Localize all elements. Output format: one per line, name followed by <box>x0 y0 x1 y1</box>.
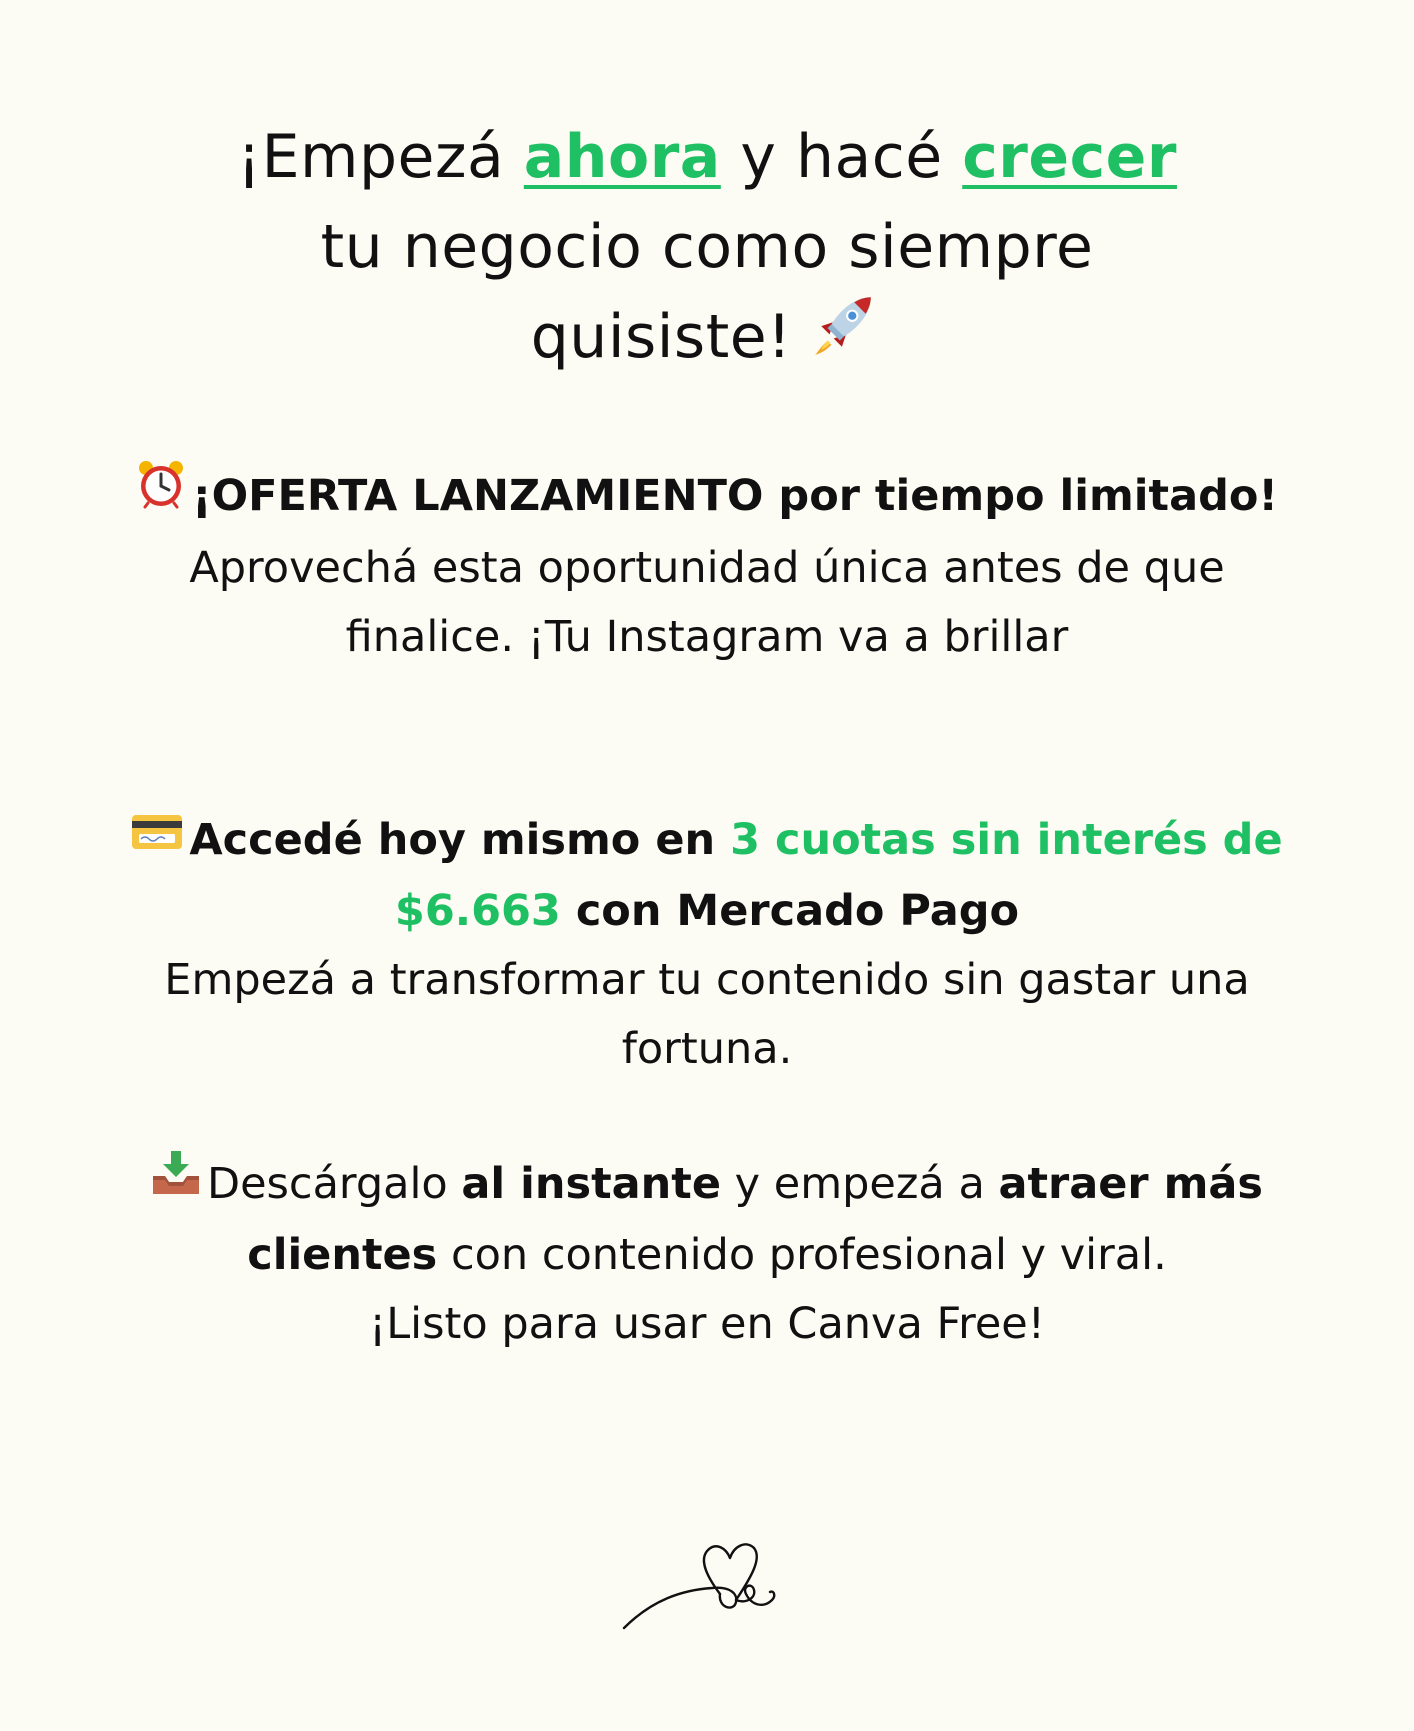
rocket-icon <box>811 291 877 382</box>
payment-section <box>120 806 1294 1084</box>
inbox-tray-icon <box>151 1148 201 1217</box>
offer-title-line <box>120 462 1294 534</box>
heart-doodle-icon <box>612 1520 802 1640</box>
headline-line-3: quisiste! <box>530 302 812 372</box>
download-canva-line: ¡Listo para usar en Canva Free! <box>368 1299 1046 1349</box>
download-text-3: con contenido profesional y viral. <box>437 1230 1167 1280</box>
payment-text: Empezá a transformar tu contenido sin gastar una fortuna. <box>164 955 1250 1074</box>
payment-installments: 3 cuotas sin interés de $6.663 <box>394 815 1283 936</box>
offer-title: ¡OFERTA LANZAMIENTO por tiempo limitado! <box>191 471 1279 521</box>
payment-tail: con Mercado Pago <box>560 886 1020 936</box>
credit-card-icon <box>131 804 183 873</box>
download-line <box>120 1150 1294 1290</box>
headline-accent-ahora: ahora <box>523 122 721 192</box>
launch-offer-section <box>120 462 1294 672</box>
headline-accent-crecer: crecer <box>962 122 1177 192</box>
download-section <box>120 1150 1294 1359</box>
alarm-clock-icon <box>136 459 186 530</box>
payment-lead: Accedé hoy mismo en <box>189 815 731 865</box>
payment-title-line <box>120 806 1294 946</box>
headline-part-2: y hacé <box>720 122 963 192</box>
offer-text: Aprovechá esta oportunidad única antes de que finalice. ¡Tu Instagram va a brillar <box>189 543 1225 662</box>
download-text-1: Descárgalo <box>206 1159 462 1209</box>
headline <box>0 112 1414 386</box>
headline-line-2: tu negocio como siempre <box>320 212 1094 282</box>
headline-part-1: ¡Empezá <box>237 122 524 192</box>
download-instant: al instante <box>461 1159 721 1209</box>
download-text-2: y empezá a <box>720 1159 999 1209</box>
download-attract-clients: atraer más clientes <box>247 1159 1264 1280</box>
